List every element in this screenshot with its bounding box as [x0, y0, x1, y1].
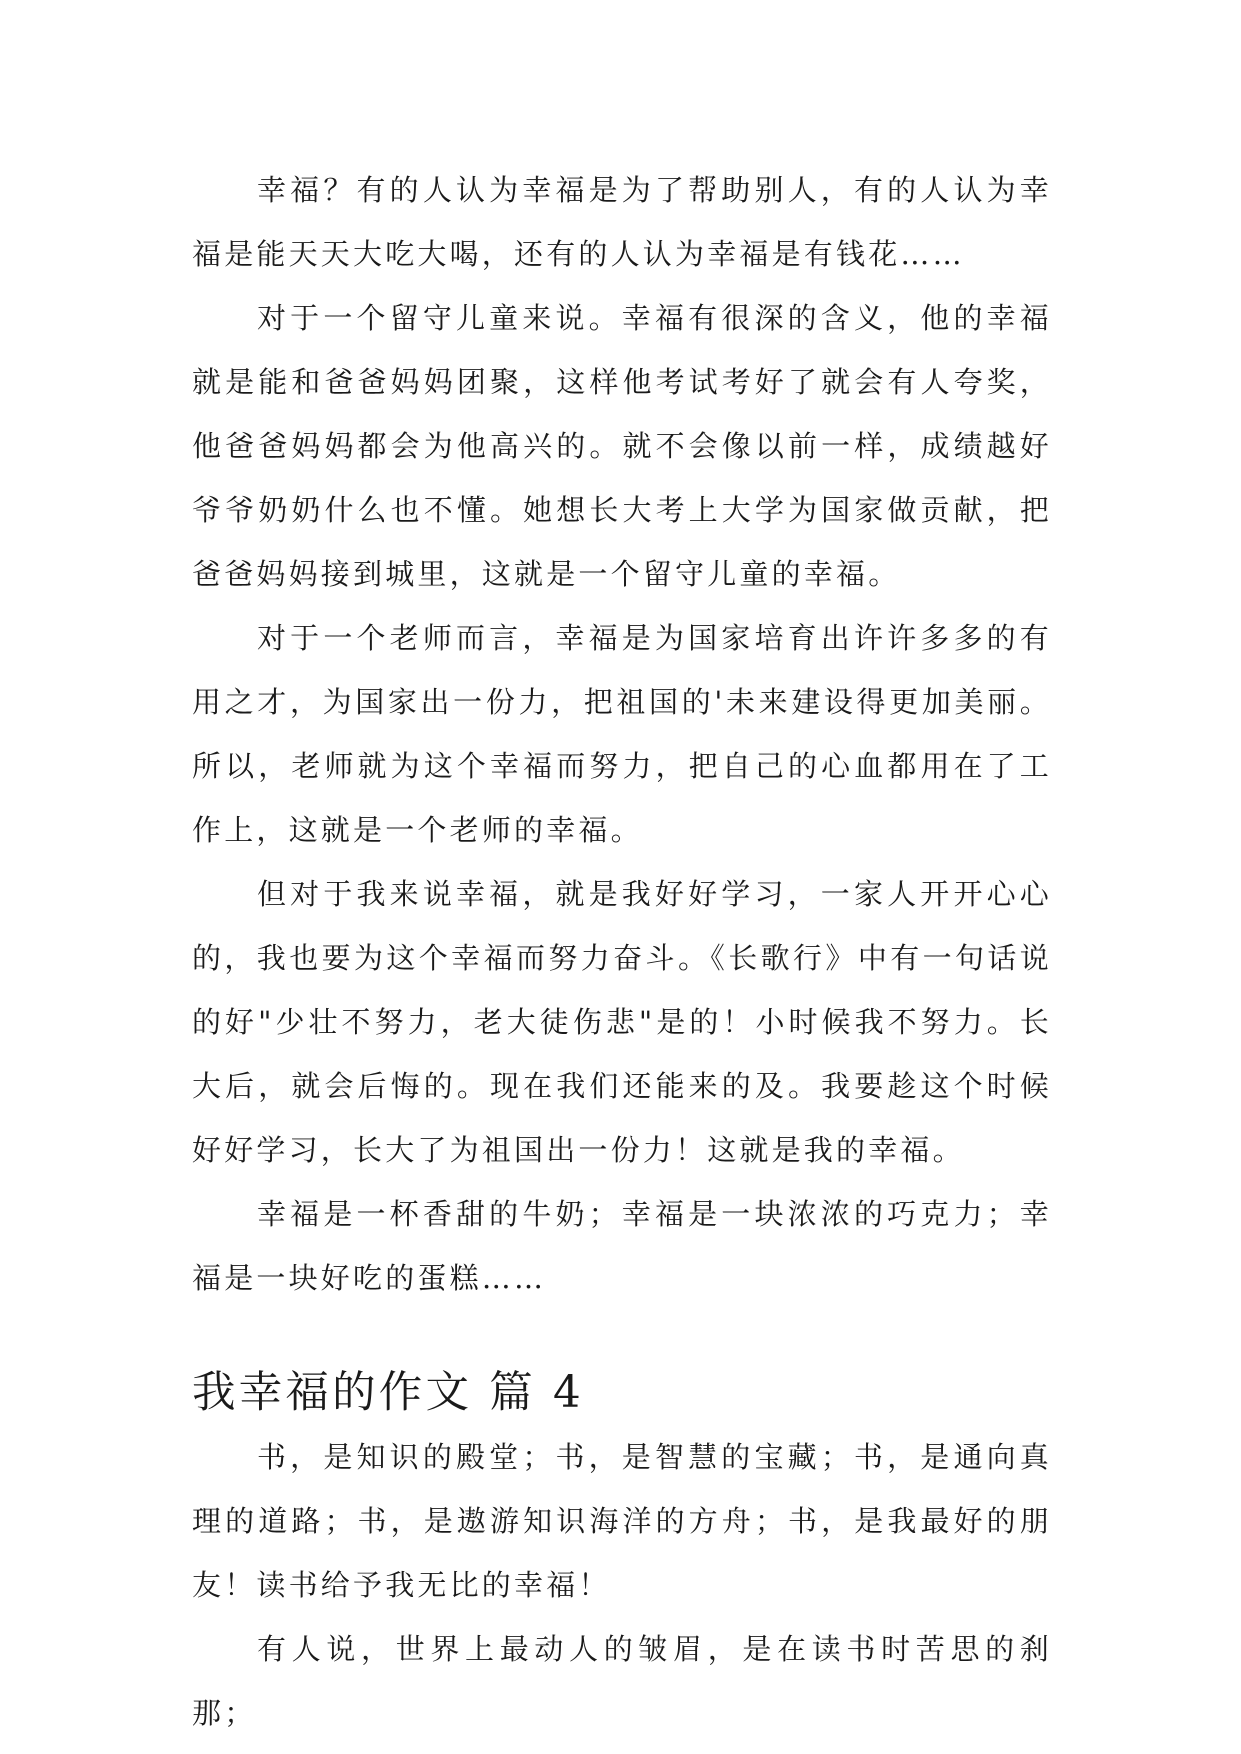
- paragraph-teacher: 对于一个老师而言，幸福是为国家培育出许许多多的有用之才，为国家出一份力，把祖国的'未来建设得更加美丽。所以，老师就为这个幸福而努力，把自己的心血都用在了工作上，这就是一个老师的幸福。: [192, 621, 1052, 847]
- essay-heading: 我幸福的作文 篇 4: [192, 1368, 584, 1418]
- paragraph-happiness-metaphors: 幸福是一杯香甜的牛奶；幸福是一块浓浓的巧克力；幸福是一块好吃的蛋糕……: [192, 1197, 1052, 1295]
- paragraph-frown: 有人说，世界上最动人的皱眉，是在读书时苦思的刹那；: [192, 1632, 1052, 1730]
- paragraph-left-behind-child: 对于一个留守儿童来说。幸福有很深的含义，他的幸福就是能和爸爸妈妈团聚，这样他考试考好了就会有人夸奖，他爸爸妈妈都会为他高兴的。就不会像以前一样，成绩越好爷爷奶奶什么也不懂。她想长大考上大学为国家做贡献，把爸爸妈妈接到城里，这就是一个留守儿童的幸福。: [192, 301, 1052, 591]
- paragraph-books: 书，是知识的殿堂；书，是智慧的宝藏；书，是通向真理的道路；书，是遨游知识海洋的方舟；书，是我最好的朋友！读书给予我无比的幸福！: [192, 1440, 1052, 1602]
- paragraph-happiness-definitions: 幸福？有的人认为幸福是为了帮助别人，有的人认为幸福是能天天大吃大喝，还有的人认为幸福是有钱花……: [192, 173, 1052, 271]
- essay-body: [192, 158, 1052, 1745]
- paragraph-me: 但对于我来说幸福，就是我好好学习，一家人开开心心的，我也要为这个幸福而努力奋斗。《长歌行》中有一句话说的好"少壮不努力，老大徒伤悲"是的！小时候我不努力。长大后，就会后悔的。现在我们还能来的及。我要趁这个时候好好学习，长大了为祖国出一份力！这就是我的幸福。: [192, 877, 1052, 1167]
